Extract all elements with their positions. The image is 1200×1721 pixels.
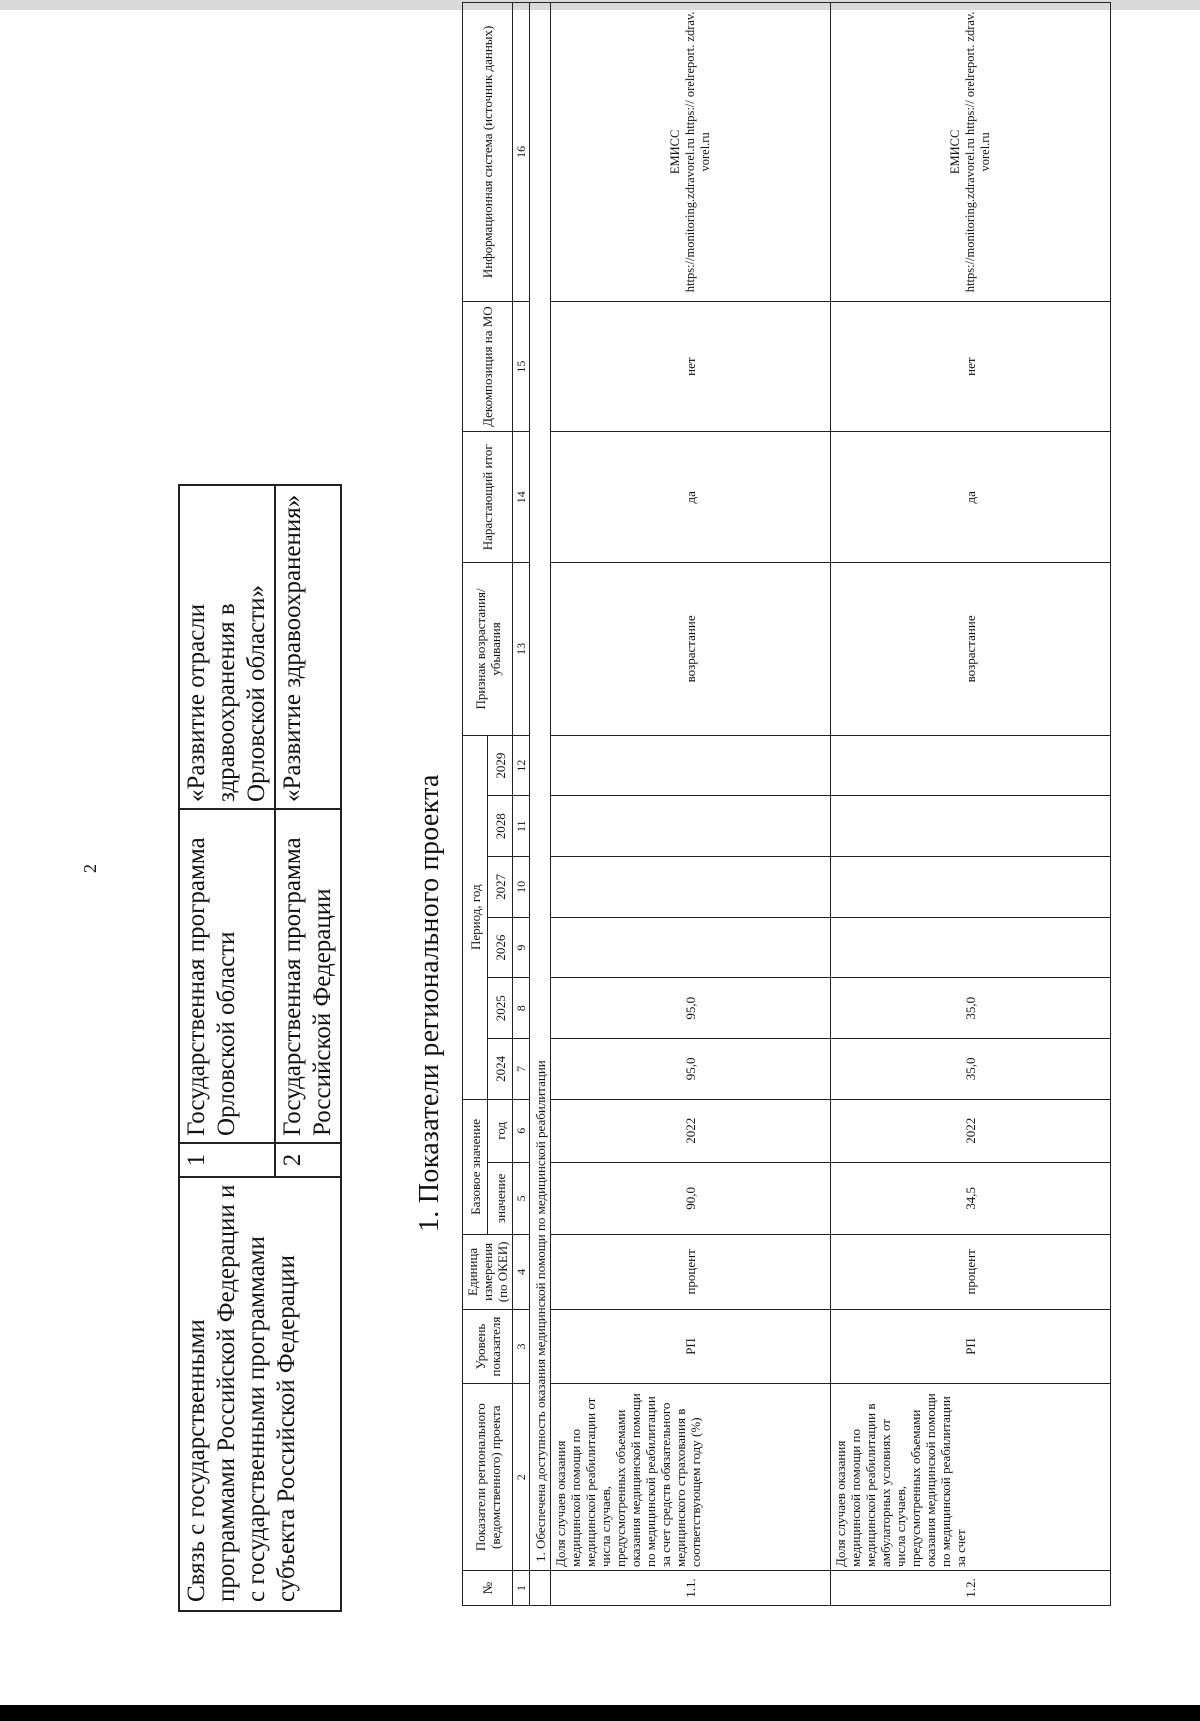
indicator-value-2027 [551,857,831,918]
header-level: Уровень показателя [463,1309,513,1384]
indicator-value-2026 [551,917,831,978]
source-name: ЕМИСС [948,129,962,175]
indicator-level: РП [551,1309,831,1384]
indicator-no: 1.2. [831,1571,1111,1606]
section-row-spacer [530,1571,551,1606]
indicator-source [551,3,831,302]
column-number: 6 [513,1099,530,1162]
source-links: https://monitoring.zdravorel.ru https:// orelreport. zdrav. vorel.ru [683,11,712,293]
indicator-name: Доля случаев оказания медицинской помощи по медицинской реабилитации от числа случаев, предусмотренных объемами оказания медицинской помощи по медицинской реабилитации за счет средств обязательного медицинского страхования в соответствующем году (%) [551,1384,831,1571]
column-number: 11 [513,796,530,857]
indicator-trend: возрастание [831,563,1111,736]
column-number: 7 [513,1039,530,1100]
link-label: Связь с государственными программами Российской Федерации и с государственными программами субъекта Российской Федерации [179,1177,341,1611]
column-number: 5 [513,1162,530,1234]
indicator-value-2028 [831,796,1111,857]
indicator-source [831,3,1111,302]
source-name: ЕМИСС [668,129,682,175]
column-number: 12 [513,735,530,796]
header-year-2029: 2029 [488,735,513,796]
indicator-value-2026 [831,917,1111,978]
header-decomposition: Декомпозиция на МО [463,301,513,432]
header-period: Период, год [463,735,488,1099]
indicator-row-1 [551,3,831,1606]
header-source: Информационная система (источник данных) [463,3,513,302]
indicator-base-year: 2022 [551,1099,831,1162]
indicator-value-2029 [551,735,831,796]
indicator-value-2024: 95,0 [551,1039,831,1100]
source-links: https://monitoring.zdravorel.ru https:// orelreport. zdrav. vorel.ru [963,11,992,293]
indicator-base-year: 2022 [831,1099,1111,1162]
indicator-value-2025: 35,0 [831,978,1111,1039]
header-row-1 [463,3,488,1606]
indicator-value-2024: 35,0 [831,1039,1111,1100]
indicator-no: 1.1. [551,1571,831,1606]
column-number: 8 [513,978,530,1039]
link-num-1: 1 [179,1143,275,1177]
column-number: 3 [513,1309,530,1384]
section-row [530,3,551,1606]
column-number: 10 [513,857,530,918]
header-name: Показатели регионального (ведомственного) проекта [463,1384,513,1571]
header-no: № [463,1571,513,1606]
section-title: 1. Показатели регионального проекта [414,774,445,1232]
header-year-2028: 2028 [488,796,513,857]
header-trend: Признак возрастания/убывания [463,563,513,736]
column-number: 16 [513,3,530,302]
header-base-value: значение [488,1162,513,1234]
scan-edge-bottom [0,1705,1200,1721]
indicator-decomposition: нет [551,301,831,432]
header-base: Базовое значение [463,1099,488,1234]
indicator-cumulative: да [831,432,1111,563]
column-number: 13 [513,563,530,736]
indicator-value-2027 [831,857,1111,918]
indicator-name: Доля случаев оказания медицинской помощи по медицинской реабилитации в амбулаторных условиях от числа случаев, предусмотренных объемами оказания медицинской помощи по медицинской реабилитации за счет [831,1384,1111,1571]
link-row-1 [179,485,275,1611]
indicator-row-2 [831,3,1111,1606]
indicator-base-value: 90,0 [551,1162,831,1234]
section-label: 1. Обеспечена доступность оказания медицинской помощи по медицинской реабилитации [530,3,551,1571]
indicator-value-2029 [831,735,1111,796]
indicators-table [462,2,1111,1606]
program-link-table [178,484,342,1612]
column-number: 1 [513,1571,530,1606]
link-num-2: 2 [275,1143,341,1177]
header-year-2027: 2027 [488,857,513,918]
column-numbers-row [513,3,530,1606]
header-base-year: год [488,1099,513,1162]
indicator-level: РП [831,1309,1111,1384]
indicator-cumulative: да [551,432,831,563]
indicator-unit: процент [551,1235,831,1310]
header-cumulative: Нарастающий итог [463,432,513,563]
indicator-value-2025: 95,0 [551,978,831,1039]
header-year-2025: 2025 [488,978,513,1039]
link-subprogram-2: «Развитие здравоохранения» [275,485,341,809]
header-year-2026: 2026 [488,917,513,978]
indicator-trend: возрастание [551,563,831,736]
column-number: 9 [513,917,530,978]
indicator-value-2028 [551,796,831,857]
column-number: 2 [513,1384,530,1571]
header-unit: Единица измерения (по ОКЕИ) [463,1235,513,1310]
column-number: 14 [513,432,530,563]
link-program-2: Государственная программа Российской Федерации [275,809,341,1143]
indicator-unit: процент [831,1235,1111,1310]
indicator-decomposition: нет [831,301,1111,432]
link-subprogram-1: «Развитие отрасли здравоохранения в Орловской области» [179,485,275,809]
header-year-2024: 2024 [488,1039,513,1100]
link-program-1: Государственная программа Орловской области [179,809,275,1143]
column-number: 15 [513,301,530,432]
column-number: 4 [513,1235,530,1310]
page-number: 2 [80,864,100,873]
indicator-base-value: 34,5 [831,1162,1111,1234]
